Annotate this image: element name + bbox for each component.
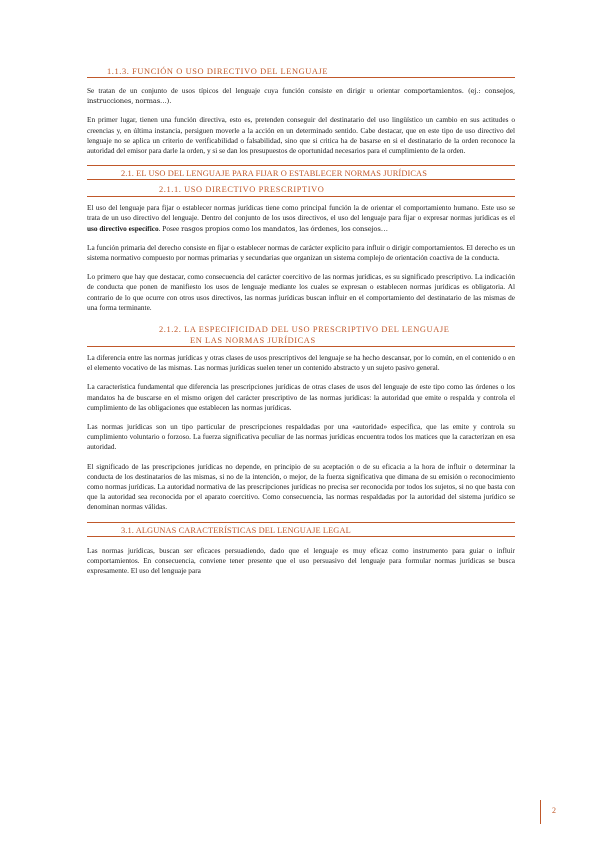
examples-span: comportamientos. (ej.: consejos, instrucciones, normas…). bbox=[87, 87, 516, 106]
bold-span: uso directivo específico bbox=[87, 223, 159, 233]
paragraph-2-1-1-prescriptive: Lo primero que hay que destacar, como consecuencia del carácter coercitivo de las normas jurídicas, es su significado prescriptivo. La indicación de conducta que ponen de manifiesto los usos de lenguaje mediante los cuales se expresan o establecen normas jurídicas es obligatoria. Al contrario de lo que ocurre con otros usos directivos, las normas jurídicas buscan influir en el comportamiento del destinatario de las mismas de una forma terminante. bbox=[87, 272, 515, 312]
paragraph-1-1-3-intro bbox=[87, 86, 515, 106]
text-span: Se tratan de un conjunto de usos típicos del lenguaje cuya función consiste en dirigir u orientar bbox=[87, 86, 404, 95]
paragraph-2-1-2-meaning: El significado de las prescripciones jurídicas no depende, en principio de su aceptación o de su eficacia a la hora de influir o determinar la conducta de los destinatarios de las mismas, si no de la intención, o mejor, de la fuerza significativa que dimana de su emisión o reconocimiento como normas jurídicas. La autoridad normativa de las prescripciones jurídicas no precisa ser reconocida por todos los sujetos, si no que basta con que la autoridad sea reconocida por el aparato coercitivo. Como consecuencia, las normas respaldadas por la autoridad del sistema jurídico se denominan normas válidas. bbox=[87, 461, 515, 512]
heading-line-1: 2.1.2. LA ESPECIFICIDAD DEL USO PRESCRIPTIVO DEL LENGUAJE bbox=[159, 325, 450, 335]
text-span: El uso del lenguaje para fijar o establecer normas jurídicas tiene como principal función la de orientar el comportamiento humano. Este uso se trata de un uso directivo del lenguaje. Dentro del conjunto de los usos directivos, el uso del lenguaje para fijar o expresar normas jurídicas es el bbox=[87, 203, 515, 223]
heading-2-1-2 bbox=[87, 325, 515, 347]
heading-3-1-top-rule bbox=[87, 522, 515, 523]
paragraph-2-1-2-difference: La diferencia entre las normas jurídicas y otras clases de usos prescriptivos del lenguaje se ha hecho descansar, por lo común, en el contenido o en el elemento vocativo de las mismas. Las normas jurídicas suelen tener un contenido abstracto y un sujeto pasivo general. bbox=[87, 353, 515, 373]
examples-span: rasgos propios como los mandatos, las órdenes, los consejos bbox=[181, 224, 381, 233]
document-page bbox=[87, 66, 515, 585]
paragraph-3-1-body: Las normas jurídicas, buscan ser eficaces persuadiendo, dado que el lenguaje es muy eficaz como instrumento para guiar o influir comportamientos. En consecuencia, conviene tener presente que el uso persuasivo del lenguaje para formular normas jurídicas se busca expresamente. El uso del lenguaje para bbox=[87, 545, 515, 576]
paragraph-2-1-2-authority: Las normas jurídicas son un tipo particular de prescripciones respaldadas por una «autoridad» específica, que las emite y controla su cumplimiento voluntario o forzoso. La fuerza significativa peculiar de las normas jurídicas encuentra todos los matices que la caracterizan en esa autoridad. bbox=[87, 422, 515, 452]
text-span: . Posee bbox=[158, 223, 182, 233]
page-number: 2 bbox=[552, 806, 556, 815]
paragraph-2-1-1-intro bbox=[87, 203, 515, 234]
paragraph-2-1-2-characteristic: La característica fundamental que diferencia las prescripciones jurídicas de otras clases de usos del lenguaje de este tipo como las órdenes o los mandatos ha de buscarse en el mismo origen del carácter prescriptivo de las normas jurídicas: la autoridad que emite o respalda y controla el cumplimiento de las obligaciones que establecen las normas jurídicas. bbox=[87, 382, 515, 412]
heading-2-1: 2.1. EL USO DEL LENGUAJE PARA FIJAR O ESTABLECER NORMAS JURÍDICAS bbox=[87, 168, 515, 180]
paragraph-1-1-3-body: En primer lugar, tienen una función directiva, esto es, pretenden conseguir del destinatario del uso lingüístico un cambio en sus actitudes o creencias y, en última instancia, persiguen moverle a la acción en un determinado sentido. Cabe destacar, que en este tipo de uso directivo del lenguaje no se aplica un criterio de verificabilidad o falsabilidad, sino que si critica ha de basarse en si el destinatario de la orden reconoce la autoridad del emisor para darle la orden, y si se dan los presupuestos de oportunidad necesarios para el cumplimiento de la orden. bbox=[87, 115, 515, 156]
heading-2-1-1: 2.1.1. USO DIRECTIVO PRESCRIPTIVO bbox=[87, 184, 515, 197]
text-span: … bbox=[380, 223, 389, 233]
footer-divider bbox=[540, 800, 541, 824]
heading-line-2: EN LAS NORMAS JURÍDICAS bbox=[190, 335, 316, 345]
heading-1-1-3: 1.1.3. FUNCIÓN O USO DIRECTIVO DEL LENGUAJE bbox=[87, 66, 515, 78]
heading-3-1: 3.1. ALGUNAS CARACTERÍSTICAS DEL LENGUAJE LEGAL bbox=[87, 525, 515, 537]
paragraph-2-1-1-function: La función primaria del derecho consiste en fijar o establecer normas de carácter explícito para influir o dirigir comportamientos. El derecho es un sistema normativo compuesto por normas primarias y secundarias que organizan un sistema complejo de orientación coactiva de la conducta. bbox=[87, 242, 515, 263]
heading-2-1-top-rule bbox=[87, 165, 515, 166]
